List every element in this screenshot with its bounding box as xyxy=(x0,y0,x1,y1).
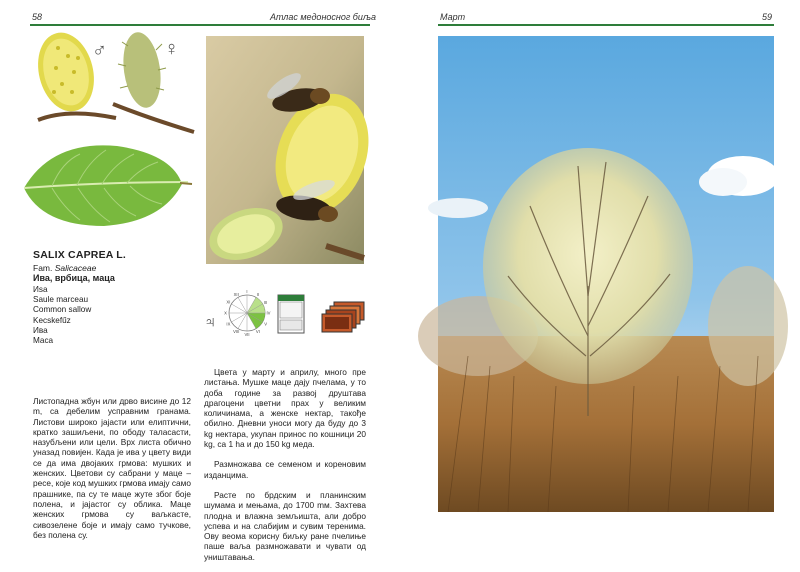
description-right-column xyxy=(204,367,366,572)
month-label: VII xyxy=(244,332,250,337)
right-page xyxy=(400,0,800,538)
header-rule xyxy=(30,24,370,26)
month-label: I xyxy=(246,289,248,294)
family-line: Fam. Salicaceae xyxy=(33,263,97,273)
perennial-symbol-icon: ♃ xyxy=(204,314,216,331)
paragraph: Цвета у марту и априлу, много пре листања. Мушке маце дају пчелама, у то доба године за развој друштава драгоцени цветни прах у великим количинама, а женске нектар, такође обилно. Дневни уноси могу да буду до 3 kg нектара, укупан принос по кошници 20 kg, са 1 ha и до 150 kg меда. xyxy=(204,367,366,450)
flowering-calendar-wheel xyxy=(224,290,270,336)
page-number-left: 58 xyxy=(32,12,43,22)
paragraph: Расте по брдским и планинским шумама и мењама, до 1700 mм. Захтева плодна и влажна земљишта, али добро успева и на слабијим и сувим теренима. Ову веома корисну биљку ране пчелиње паше ваља размножавати и чувати од уништавања. xyxy=(204,489,366,562)
name-item: Kecskefűz xyxy=(33,315,71,325)
leaf-illustration xyxy=(22,138,192,230)
other-names-list xyxy=(33,285,91,346)
month-label: X xyxy=(224,310,227,316)
name-item: Маса xyxy=(33,336,54,346)
description-left: Листопадна жбун или дрво висине до 12 m, са дебелим усправним гранама. Листови широко јајасти или елиптични, кратко зашиљени, по ободу таласасти, назубљени или цели. Врх листа обично уназад повијен. Када је ива у цвету види се да има двојаких грмова: мушких и женских. Цветови су сабрани у маце – ресе, које код мушких грмова имају само прашнике, па су те маце жуте збoг боје полена, и јајастог су облика. Маце женских грмова су ваљкасте, сивозелене боје и имају само тучкове, без полена су. xyxy=(33,396,191,540)
month-label: III xyxy=(263,299,268,305)
month-label: VIII xyxy=(233,329,240,335)
willow-tree-photo xyxy=(438,36,774,512)
running-title-left: Атлас медоносног биља xyxy=(270,12,377,22)
name-item: Ива xyxy=(33,325,48,335)
name-item: Common sallow xyxy=(33,305,92,315)
scientific-name: SALIX CAPREA L. xyxy=(33,249,127,261)
month-label: II xyxy=(256,291,259,297)
month-label: IV xyxy=(266,310,271,316)
name-item: Иѕа xyxy=(33,285,48,294)
header-rule xyxy=(438,24,774,26)
month-label: XII xyxy=(233,291,239,297)
female-symbol-icon: ♀ xyxy=(164,38,179,60)
month-label: V xyxy=(264,321,267,327)
left-page xyxy=(0,0,400,562)
month-label: VI xyxy=(255,329,260,335)
month-label: XI xyxy=(226,299,231,305)
name-item: Saule marceau xyxy=(33,295,89,305)
bee-on-catkin-photo xyxy=(206,36,364,264)
male-symbol-icon: ♂ xyxy=(92,40,107,62)
month-label: IX xyxy=(226,321,231,327)
page-number-right: 59 xyxy=(762,12,773,22)
honey-frames-icon xyxy=(320,300,366,336)
paragraph: Размножава се семеном и кореновим изданцима. xyxy=(204,459,366,480)
local-names: Ива, врбица, маца xyxy=(33,273,115,283)
beehive-icon xyxy=(277,294,305,334)
running-title-right: Март xyxy=(440,12,466,22)
female-catkin-illustration xyxy=(108,26,198,136)
